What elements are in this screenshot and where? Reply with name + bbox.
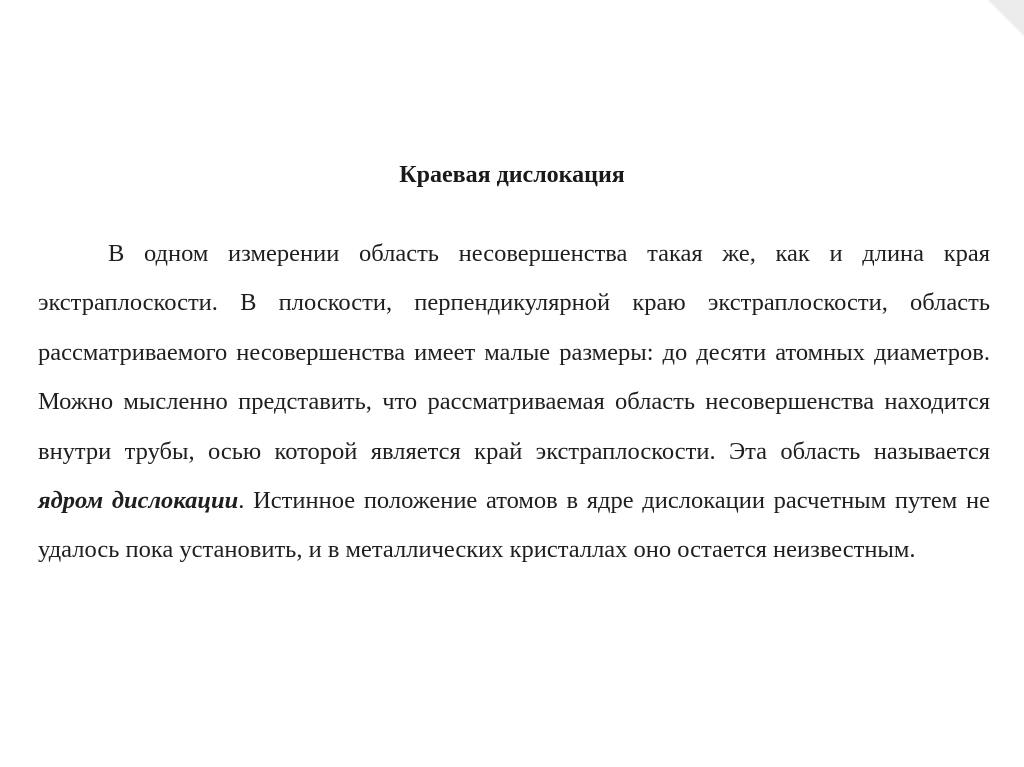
paragraph-text-part-2: . Истинное положение атомов в ядре дислокации расчетным путем не удалось пока установить, и в металлических кристаллах оно остается неизвестным. xyxy=(38,487,990,564)
page-title: Краевая дислокация xyxy=(399,162,625,188)
body-paragraph xyxy=(38,229,990,575)
paragraph-text-part-1: В одном измерении область несовершенства такая же, как и длина края экстраплоскости. В плоскости, перпендикулярной краю экстраплоскости, область рассматриваемого несовершенства имеет малые размеры: до десяти атомных диаметров. Можно мысленно представить, что рассматриваемая область несовершенства находится внутри трубы, осью которой является край экстраплоскости. Эта область называется xyxy=(38,240,990,465)
page-fold-corner xyxy=(988,0,1024,36)
term-dislocation-core: ядром дислокации xyxy=(38,487,239,515)
